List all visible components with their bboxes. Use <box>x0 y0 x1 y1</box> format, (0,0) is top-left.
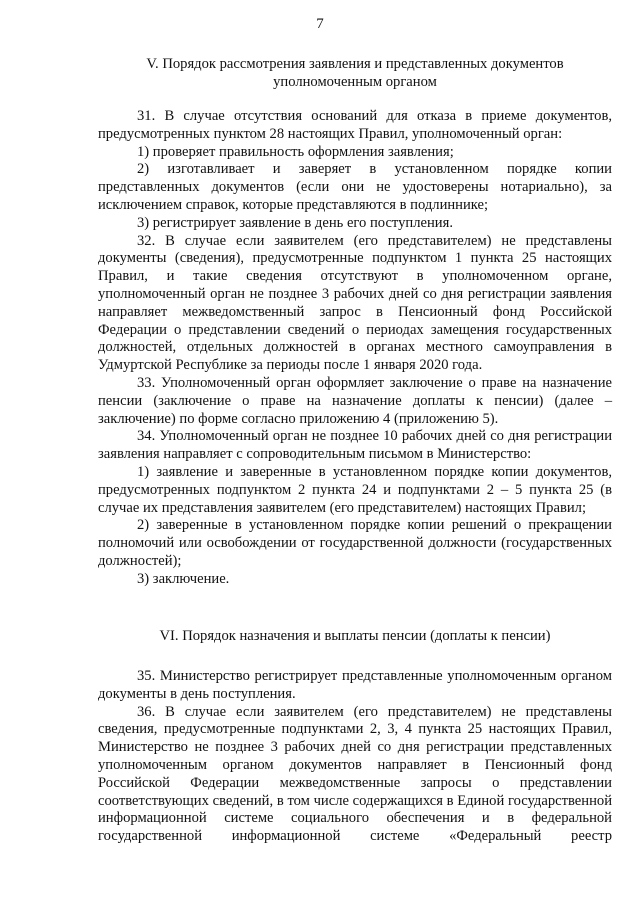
paragraph-31-item-1: 1) проверяет правильность оформления заявления; <box>137 143 454 160</box>
paragraph-34-item-3: 3) заключение. <box>137 570 230 587</box>
paragraph-31: 31. В случае отсутствия оснований для отказа в приеме документов, предусмотренных пунктом 28 настоящих Правил, уполномоченный орган: <box>98 108 612 142</box>
paragraph-34: 34. Уполномоченный орган не позднее 10 рабочих дней со дня регистрации заявления направляет с сопроводительным письмом в Министерство: <box>98 428 612 463</box>
section-5-body <box>98 108 612 589</box>
section-5-title-line-1: V. Порядок рассмотрения заявления и представленных документов <box>146 56 564 72</box>
section-5-title <box>98 56 612 92</box>
paragraph-36: 36. В случае если заявителем (его представителем) не представлены сведения, предусмотренные подпунктами 2, 3, 4 пункта 25 настоящих Правил, Министерство не позднее 3 рабочих дней со дня регистрации представленных уполномоченным органом документов направляет в Пенсионный фонд Российской Федерации межведомственные запросы о представлении соответствующих сведений, в том числе содержащихся в Единой государственной информационной системе социального обеспечения и в федеральной государственной информационной системе «Федеральный реестр <box>98 703 612 845</box>
paragraph-31-item-3: 3) регистрирует заявление в день его поступления. <box>137 214 453 231</box>
paragraph-33: 33. Уполномоченный орган оформляет заключение о праве на назначение пенсии (заключение о праве на назначение доплаты к пенсии) (далее – заключение) по форме согласно приложению 4 (приложению 5). <box>98 374 612 427</box>
page-number: 7 <box>316 16 324 32</box>
paragraph-31-item-2: 2) изготавливает и заверяет в установленном порядке копии представленных документов (если они не удостоверены нотариально), за исключением справок, которые представляются в подлиннике; <box>98 161 612 213</box>
paragraph-34-item-1: 1) заявление и заверенные в установленном порядке копии документов, предусмотренных подпунктом 2 пункта 24 и подпунктами 2 – 5 пункта 25 (в случае их представления заявителем (его представителем) настоящих Правил; <box>98 463 612 516</box>
paragraph-35: 35. Министерство регистрирует представленные уполномоченным органом документы в день поступления. <box>98 668 612 702</box>
paragraph-32: 32. В случае если заявителем (его представителем) не представлены документы (сведения), предусмотренные подпунктом 1 пункта 25 настоящих Правил, и такие сведения отсутствуют в уполномоченном органе, уполномоченный орган не позднее 3 рабочих дней со дня регистрации заявления направляет межведомственный запрос в Пенсионный фонд Российской Федерации о представлении сведений о периодах замещения государственных должностей, отдельных должностей в органах местного самоуправления в Удмуртской Республике за периоды после 1 января 2020 года. <box>98 232 612 374</box>
section-5-title-line-2: уполномоченным органом <box>273 73 437 90</box>
paragraph-34-item-2: 2) заверенные в установленном порядке копии решений о прекращении полномочий или освобождении от государственной должности (государственных должностей); <box>98 517 612 569</box>
section-6-title: VI. Порядок назначения и выплаты пенсии (доплаты к пенсии) <box>159 628 551 644</box>
section-6-body <box>98 668 612 846</box>
